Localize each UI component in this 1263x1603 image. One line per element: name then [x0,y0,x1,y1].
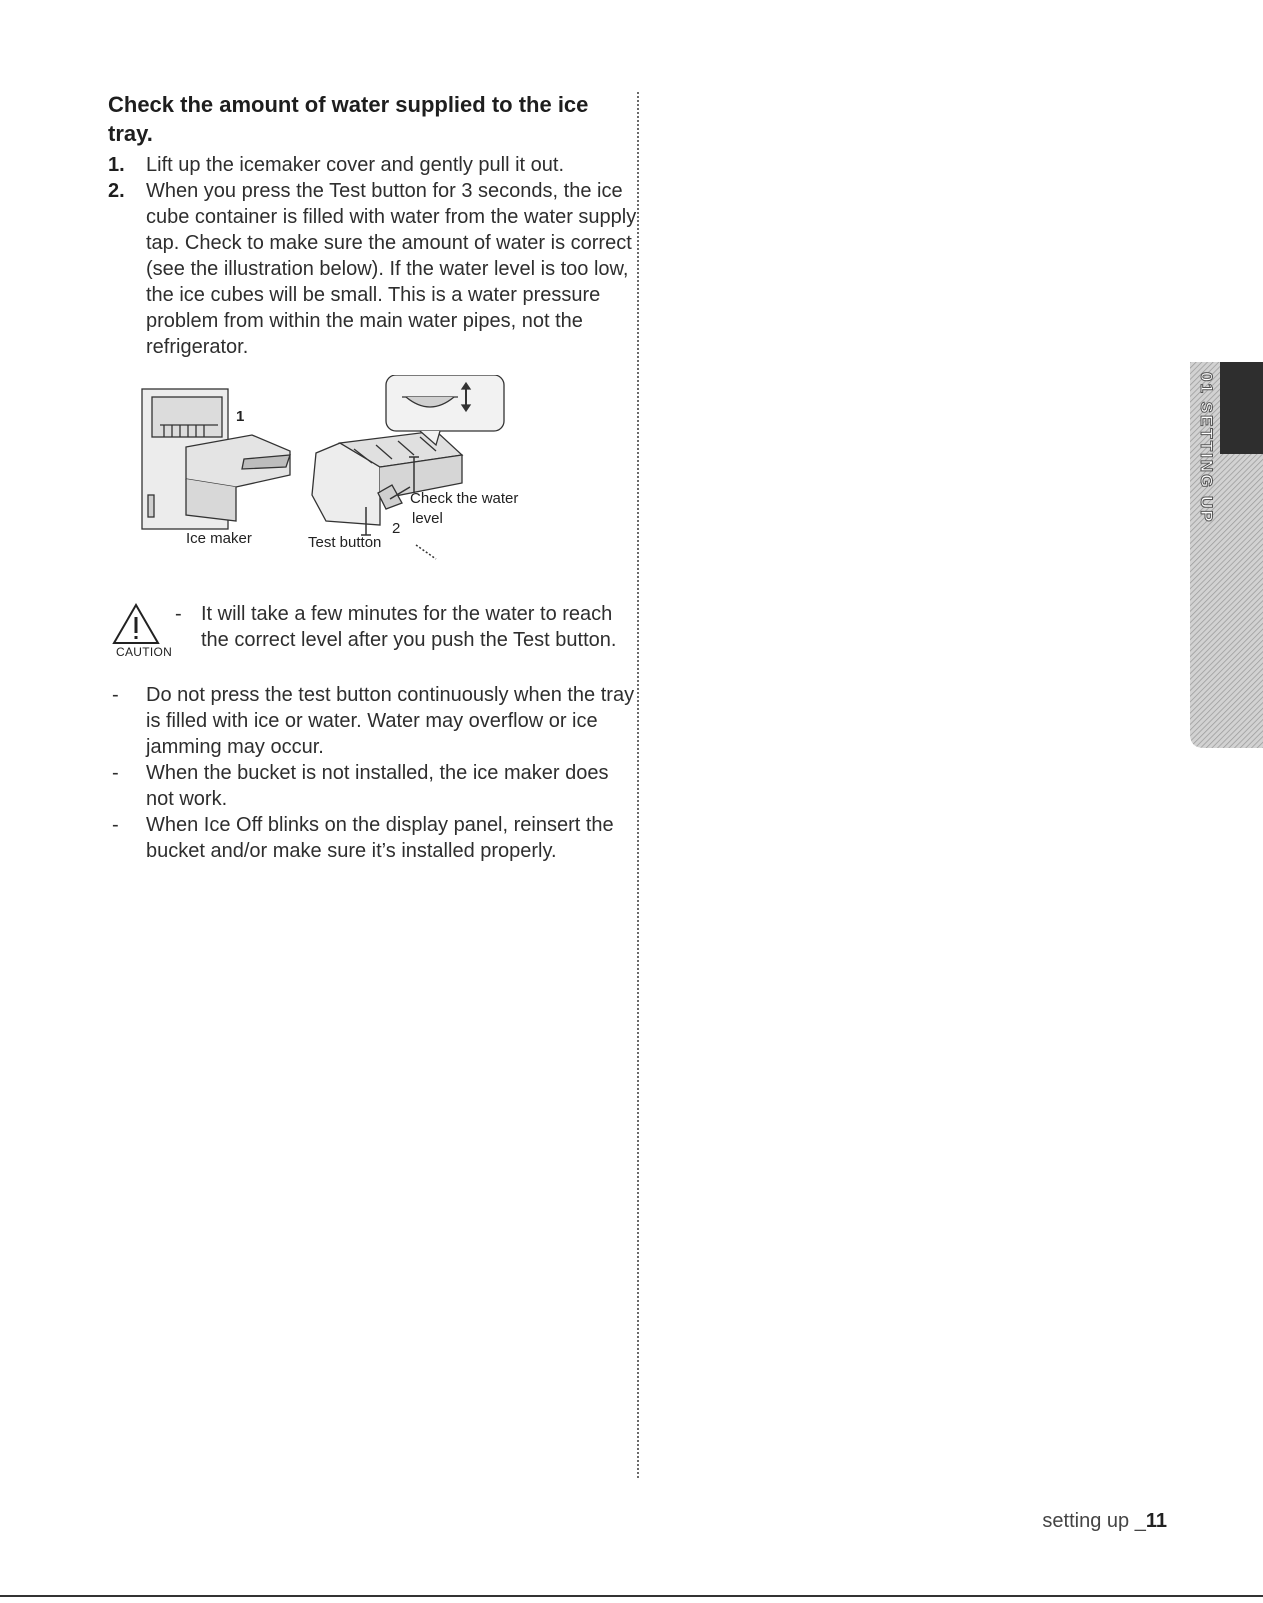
caution-text: It will take a few minutes for the water to reach the correct level after you push the Test button. [201,603,617,651]
footer-section: setting up _ [1042,1510,1146,1532]
list-item [108,812,638,864]
section-heading: Check the amount of water supplied to the ice tray. [108,92,589,146]
callout-1: 1 [236,408,245,425]
list-item [108,682,638,760]
icemaker-illustration [140,375,560,567]
bullet-text: When the bucket is not installed, the ice maker does not work. [146,762,609,810]
caution-block [108,601,638,659]
bullet-dash: - [175,603,182,625]
list-item [108,760,638,812]
step-text: When you press the Test button for 3 seconds, the ice cube container is filled with water from the water supply tap. Check to make sure the amount of water is correct (see the illustration below). If the water level is too low, the ice cubes will be small. This is a water pressure problem from within the main water pipes, not the refrigerator. [146,180,637,358]
bullet-dash: - [112,762,119,784]
caution-label: CAUTION [116,645,173,659]
step-1 [108,152,638,178]
step-number: 2. [108,180,125,202]
bullet-dash: - [112,814,119,836]
page-footer [1042,1510,1167,1533]
bullet-text: Do not press the test button continuously when the tray is filled with ice or water. Water may overflow or ice jamming may occur. [146,684,635,758]
steps-list [108,152,638,360]
bullet-text: When Ice Off blinks on the display panel, reinsert the bucket and/or make sure it’s installed properly. [146,814,614,862]
caution-bullets [108,682,638,864]
step-number: 1. [108,154,125,176]
label-test-button: Test button [308,534,382,551]
caution-first-item [108,601,638,653]
page-number: 11 [1145,1510,1167,1532]
chapter-tab-label: 01 SETTING UP [1197,372,1216,524]
step-2 [108,178,638,360]
label-level: level [412,510,443,527]
ice-maker-drawing [142,389,290,529]
bottom-rule [0,1595,1263,1597]
label-check-water: Check the water [410,490,519,507]
callout-2: 2 [392,520,401,537]
bullet-dash: - [112,684,119,706]
step-text: Lift up the icemaker cover and gently pull it out. [146,154,565,176]
label-ice-maker: Ice maker [186,530,252,547]
